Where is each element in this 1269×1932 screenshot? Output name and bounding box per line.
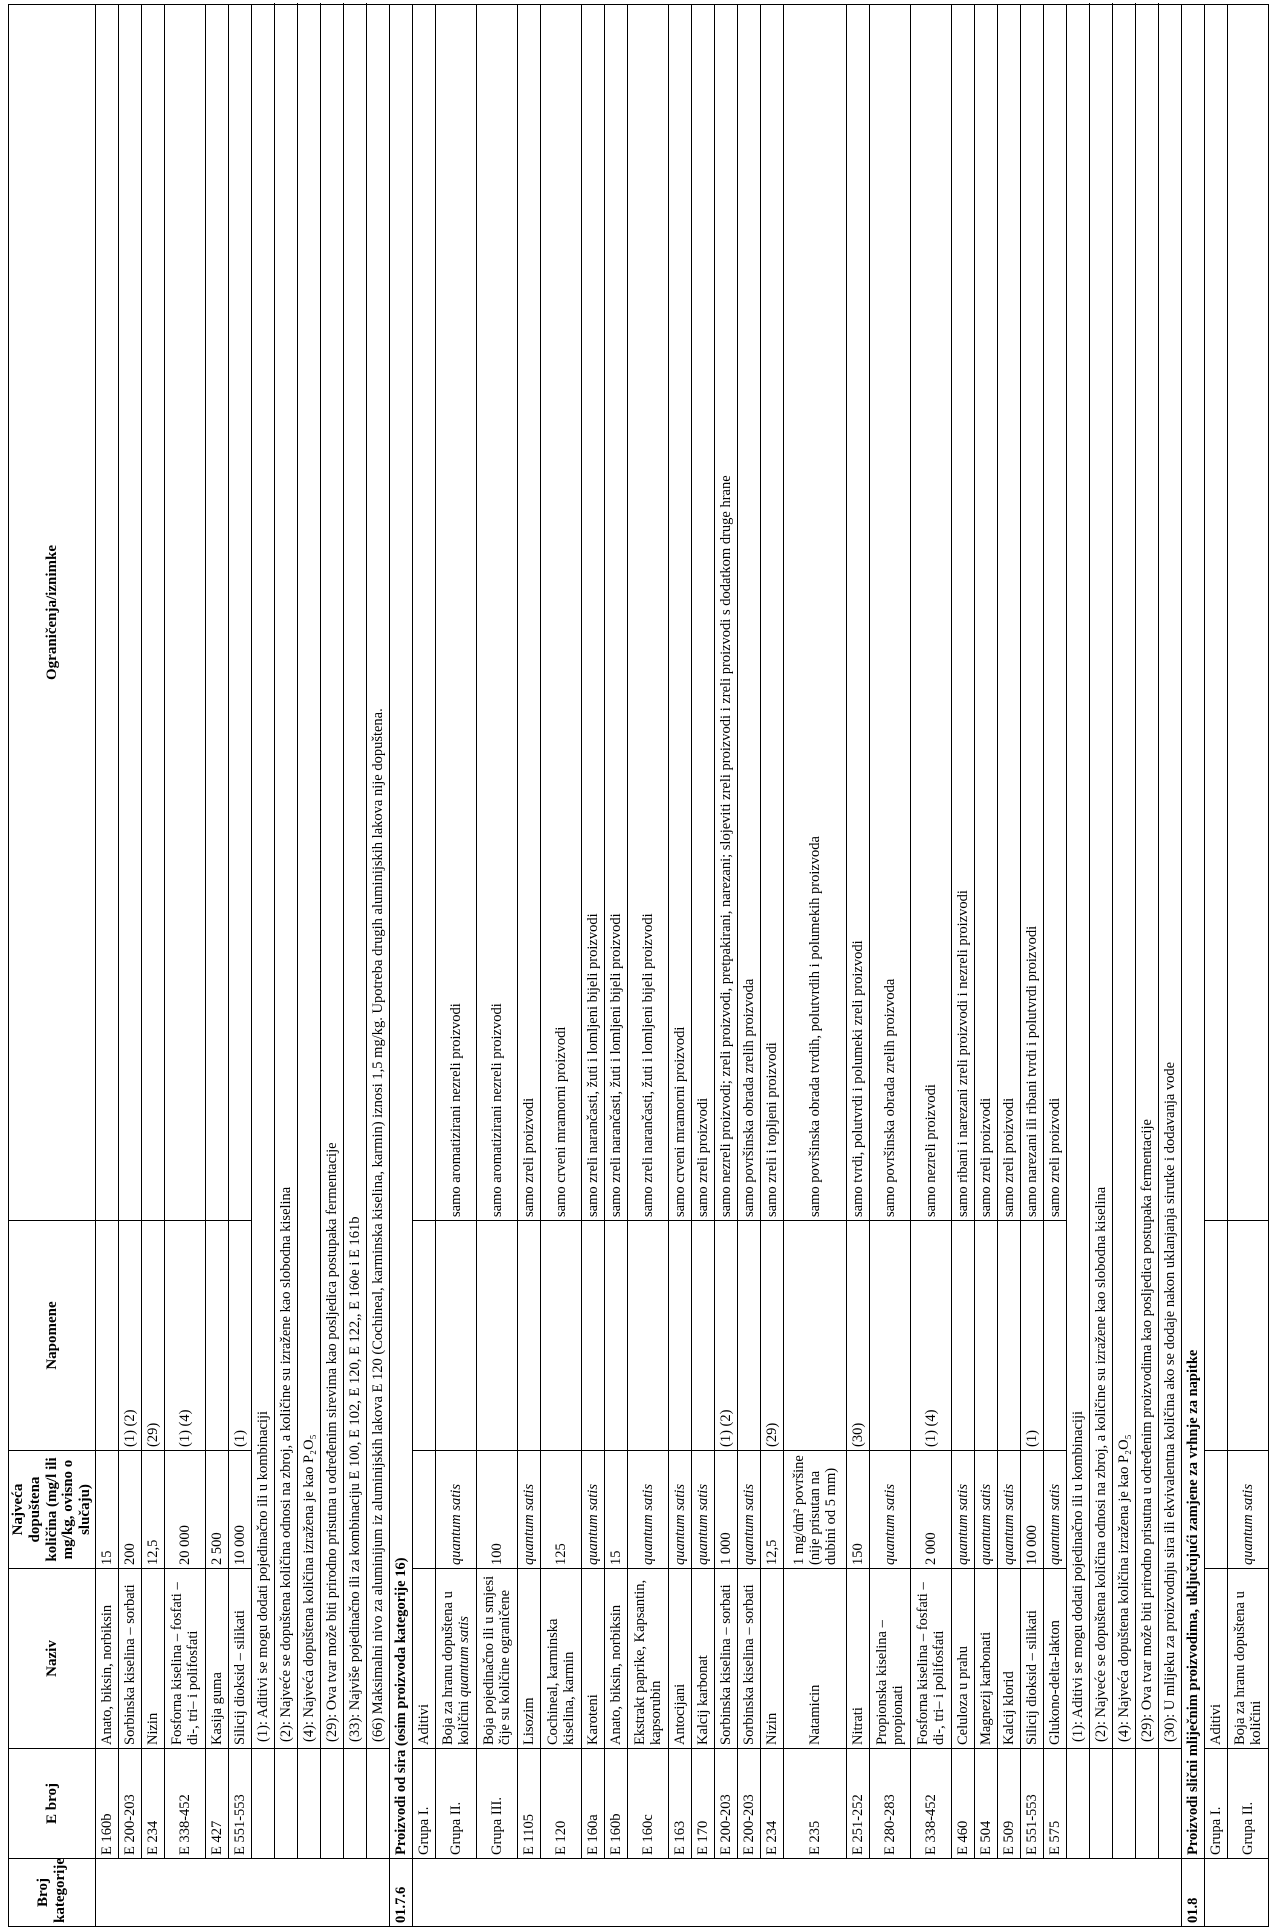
e-number-cell: E 200-203	[118, 1749, 141, 1859]
footnote-text: (1): Aditivi se mogu dodati pojedinačno ili u kombinaciji	[1066, 5, 1089, 1749]
name-cell: Lisozim	[517, 1569, 540, 1749]
name-cell: Cochineal, karminska kiselina, karmin	[540, 1569, 581, 1749]
header-row	[9, 5, 96, 1927]
e-number-cell: E 160b	[604, 1749, 627, 1859]
restrictions-cell: samo zreli proizvodi	[974, 5, 997, 1221]
e-number-cell: E 1105	[517, 1749, 540, 1859]
e-number-cell: E 200-203	[714, 1749, 737, 1859]
max-level-cell: quantum satis	[737, 1451, 760, 1569]
table-row	[737, 5, 760, 1927]
max-level-cell: 100	[476, 1451, 517, 1569]
e-number-cell: E 280-283	[869, 1749, 910, 1859]
notes-cell	[869, 1221, 910, 1451]
notes-cell	[691, 1221, 714, 1451]
name-cell: Silicij dioksid – silikati	[1020, 1569, 1043, 1749]
name-cell: Sorbinska kiselina – sorbati	[714, 1569, 737, 1749]
table-row	[412, 5, 435, 1927]
footnote-spacer	[1066, 1749, 1089, 1859]
name-cell: Natamicin	[783, 1569, 846, 1749]
e-number-cell: Grupa II.	[1227, 1749, 1268, 1859]
table-row	[760, 5, 783, 1927]
table-row	[997, 5, 1020, 1927]
restrictions-cell	[228, 5, 251, 1221]
notes-cell	[737, 1221, 760, 1451]
notes-cell: (1)	[228, 1221, 251, 1451]
name-cell: Fosforna kiselina – fosfati – di-, tri– i polifosfati	[910, 1569, 951, 1749]
max-level-cell: 10 000	[1020, 1451, 1043, 1569]
restrictions-cell	[205, 5, 228, 1221]
footnote-spacer	[343, 1749, 366, 1859]
footnote-row	[1135, 5, 1158, 1927]
footnote-text: (1): Aditivi se mogu dodati pojedinačno ili u kombinaciji	[251, 5, 274, 1749]
notes-cell	[581, 1221, 604, 1451]
footnote-row	[274, 5, 297, 1927]
footnote-spacer	[297, 1749, 320, 1859]
notes-cell: (1) (2)	[118, 1221, 141, 1451]
footnote-row	[366, 5, 389, 1927]
restrictions-cell	[95, 5, 118, 1221]
max-level-cell: quantum satis	[517, 1451, 540, 1569]
table-row	[118, 5, 141, 1927]
footnote-spacer	[1112, 1749, 1135, 1859]
section-title: Proizvodi slični mliječnim proizvodima, uključujući zamjene za vrhnje za napitke	[1181, 5, 1204, 1859]
footnote-text: (29): Ova tvar može biti prirodno prisutna u određenim proizvodima kao posljedica postupaka fermentacije	[1135, 5, 1158, 1749]
notes-cell: (1)	[1020, 1221, 1043, 1451]
name-cell: Nitrati	[846, 1569, 869, 1749]
restrictions-cell: samo zreli narančasti, žuti i lomljeni bijeli proizvodi	[627, 5, 668, 1221]
e-number-cell: E 504	[974, 1749, 997, 1859]
table-row	[581, 5, 604, 1927]
restrictions-cell	[141, 5, 164, 1221]
footnote-text: (30): U mlijeku za proizvodnju sira ili ekvivalentna količina ako se dodaje nakon uklanjanja sirutke i dodavanja vode	[1158, 5, 1181, 1749]
restrictions-cell: samo aromatizirani nezreli proizvodi	[476, 5, 517, 1221]
name-cell: Karoteni	[581, 1569, 604, 1749]
table-row	[1204, 5, 1227, 1927]
restrictions-cell: samo zreli proizvodi	[997, 5, 1020, 1221]
notes-cell	[974, 1221, 997, 1451]
max-level-cell: quantum satis	[691, 1451, 714, 1569]
restrictions-cell: samo crveni mramorni proizvodi	[668, 5, 691, 1221]
footnote-text: (4): Najveća dopuštena količina izražena je kao P₂O₅	[297, 5, 320, 1749]
e-number-cell: E 427	[205, 1749, 228, 1859]
max-level-cell: 10 000	[228, 1451, 251, 1569]
footnote-row	[343, 5, 366, 1927]
restrictions-cell: samo zreli narančasti, žuti i lomljeni bijeli proizvodi	[581, 5, 604, 1221]
name-cell: Ekstrakt paprike, Kapsantin, kapsorubin	[627, 1569, 668, 1749]
footnote-text: (2): Najveće se dopuštena količina odnosi na zbroj, a količine su izražene kao slobodna kiselina	[274, 5, 297, 1749]
restrictions-cell: samo nezreli proizvodi; zreli proizvodi, pretpakirani, narezani; slojeviti zreli proizvodi i zreli proizvodi s dodatkom druge hrane	[714, 5, 737, 1221]
restrictions-cell: samo tvrdi, polutvrdi i polumeki zreli proizvodi	[846, 5, 869, 1221]
restrictions-cell: samo zreli proizvodi	[691, 5, 714, 1221]
max-level-cell: quantum satis	[581, 1451, 604, 1569]
table-row	[951, 5, 974, 1927]
footnote-spacer	[251, 1749, 274, 1859]
notes-cell: (1) (2)	[714, 1221, 737, 1451]
table-row	[95, 5, 118, 1927]
restrictions-cell	[118, 5, 141, 1221]
footnote-text: (33): Najviše pojedinačno ili za kombinaciju E 100, E 102, E 120, E 122,, E 160e i E 161b	[343, 5, 366, 1749]
notes-cell	[435, 1221, 476, 1451]
footnote-spacer	[1135, 1749, 1158, 1859]
e-number-cell: E 160a	[581, 1749, 604, 1859]
name-cell: Sorbinska kiselina – sorbati	[118, 1569, 141, 1749]
table-row	[228, 5, 251, 1927]
max-level-cell: 12,5	[141, 1451, 164, 1569]
header-max-level: Najveća dopuštena količina (mg/l ili mg/kg, ovisno o slučaju)	[9, 1451, 96, 1569]
section-title: Proizvodi od sira (osim proizvoda kategorije 16)	[389, 5, 412, 1859]
restrictions-cell	[164, 5, 205, 1221]
e-number-cell: E 234	[141, 1749, 164, 1859]
name-cell: Sorbinska kiselina – sorbati	[737, 1569, 760, 1749]
section-category: 01.8	[1181, 1859, 1204, 1927]
restrictions-cell: samo zreli i topljeni proizvodi	[760, 5, 783, 1221]
table-row	[1020, 5, 1043, 1927]
notes-cell	[412, 1221, 435, 1451]
notes-cell	[1043, 1221, 1066, 1451]
e-number-cell: E 575	[1043, 1749, 1066, 1859]
e-number-cell: Grupa I.	[1204, 1749, 1227, 1859]
e-number-cell: E 338-452	[164, 1749, 205, 1859]
notes-cell: (1) (4)	[164, 1221, 205, 1451]
max-level-cell: 12,5	[760, 1451, 783, 1569]
name-cell: Aditivi	[412, 1569, 435, 1749]
table-row	[910, 5, 951, 1927]
e-number-cell: E 338-452	[910, 1749, 951, 1859]
section-category: 01.7.6	[389, 1859, 412, 1927]
additives-table	[8, 4, 1269, 1927]
e-number-cell: E 460	[951, 1749, 974, 1859]
max-level-cell: 125	[540, 1451, 581, 1569]
e-number-cell: E 163	[668, 1749, 691, 1859]
header-name: Naziv	[9, 1569, 96, 1749]
max-level-cell: 20 000	[164, 1451, 205, 1569]
notes-cell	[476, 1221, 517, 1451]
notes-cell	[517, 1221, 540, 1451]
name-cell: Aditivi	[1204, 1569, 1227, 1749]
notes-cell	[997, 1221, 1020, 1451]
section-row	[389, 5, 412, 1927]
e-number-cell: Grupa II.	[435, 1749, 476, 1859]
e-number-cell: Grupa I.	[412, 1749, 435, 1859]
notes-cell	[95, 1221, 118, 1451]
e-number-cell: E 251-252	[846, 1749, 869, 1859]
notes-cell	[1204, 1221, 1227, 1451]
restrictions-cell: samo nezreli proizvodi	[910, 5, 951, 1221]
e-number-cell: E 160b	[95, 1749, 118, 1859]
name-cell: Anato, biksin, norbiksin	[604, 1569, 627, 1749]
header-e-number: E broj	[9, 1749, 96, 1859]
name-cell: Antocijani	[668, 1569, 691, 1749]
max-level-cell: 15	[604, 1451, 627, 1569]
max-level-cell: quantum satis	[997, 1451, 1020, 1569]
table-row	[164, 5, 205, 1927]
max-level-cell: quantum satis	[435, 1451, 476, 1569]
notes-cell	[205, 1221, 228, 1451]
max-level-cell: 2 500	[205, 1451, 228, 1569]
max-level-cell: quantum satis	[668, 1451, 691, 1569]
restrictions-cell	[1227, 5, 1268, 1221]
restrictions-cell: samo zreli proizvodi	[517, 5, 540, 1221]
footnote-row	[1066, 5, 1089, 1927]
restrictions-cell	[1204, 5, 1227, 1221]
footnote-spacer	[366, 1749, 389, 1859]
table-row	[691, 5, 714, 1927]
max-level-cell: quantum satis	[974, 1451, 997, 1569]
name-cell: Glukono-delta-lakton	[1043, 1569, 1066, 1749]
category-continued	[95, 1859, 389, 1927]
table-row	[141, 5, 164, 1927]
max-level-cell: 15	[95, 1451, 118, 1569]
max-level-cell	[412, 1451, 435, 1569]
restrictions-cell	[412, 5, 435, 1221]
footnote-row	[1089, 5, 1112, 1927]
max-level-cell	[1204, 1451, 1227, 1569]
table-row	[714, 5, 737, 1927]
restrictions-cell: samo zreli proizvodi	[1043, 5, 1066, 1221]
max-level-cell: quantum satis	[627, 1451, 668, 1569]
footnote-text: (29): Ova tvar može biti prirodno prisutna u određenim sirevima kao posljedica postupaka fermentacije	[320, 5, 343, 1749]
e-number-cell: E 551-553	[228, 1749, 251, 1859]
category-spacer	[412, 1859, 1181, 1927]
restrictions-cell: samo ribani i narezani zreli proizvodi i nezreli proizvodi	[951, 5, 974, 1221]
restrictions-cell: samo aromatizirani nezreli proizvodi	[435, 5, 476, 1221]
footnote-row	[251, 5, 274, 1927]
table-row	[846, 5, 869, 1927]
category-spacer	[1204, 1859, 1268, 1927]
table-row	[435, 5, 476, 1927]
header-category: Broj kategorije	[9, 1859, 96, 1927]
restrictions-cell: samo površinska obrada zrelih proizvoda	[737, 5, 760, 1221]
max-level-cell: quantum satis	[869, 1451, 910, 1569]
table-row	[783, 5, 846, 1927]
name-cell: Anato, biksin, norbiksin	[95, 1569, 118, 1749]
name-cell: Boja za hranu dopuštena u količini quantum satis	[435, 1569, 476, 1749]
notes-cell	[1227, 1221, 1268, 1451]
notes-cell	[668, 1221, 691, 1451]
name-cell: Silicij dioksid – silikati	[228, 1569, 251, 1749]
name-cell: Kalcij klorid	[997, 1569, 1020, 1749]
footnote-spacer	[320, 1749, 343, 1859]
name-cell: Fosforna kiselina – fosfati – di-, tri– i polifosfati	[164, 1569, 205, 1749]
name-cell: Boja za hranu dopuštena u količini	[1227, 1569, 1268, 1749]
footnote-text: (4): Najveća dopuštena količina izražena je kao P₂O₅	[1112, 5, 1135, 1749]
restrictions-cell: samo površinska obrada zrelih proizvoda	[869, 5, 910, 1221]
notes-cell: (30)	[846, 1221, 869, 1451]
restrictions-cell: samo zreli narančasti, žuti i lomljeni bijeli proizvodi	[604, 5, 627, 1221]
header-notes: Napomene	[9, 1221, 96, 1451]
notes-cell	[627, 1221, 668, 1451]
name-cell: Celuloza u prahu	[951, 1569, 974, 1749]
max-level-cell: 1 000	[714, 1451, 737, 1569]
name-cell: Nizin	[760, 1569, 783, 1749]
footnote-row	[1158, 5, 1181, 1927]
e-number-cell: E 235	[783, 1749, 846, 1859]
restrictions-cell: samo površinska obrada tvrdih, polutvrdih i polumekih proizvoda	[783, 5, 846, 1221]
e-number-cell: E 120	[540, 1749, 581, 1859]
table-row	[540, 5, 581, 1927]
max-level-cell: 200	[118, 1451, 141, 1569]
table-row	[1043, 5, 1066, 1927]
header-restrictions: Ograničenja/iznimke	[9, 5, 96, 1221]
notes-cell: (1) (4)	[910, 1221, 951, 1451]
max-level-cell: quantum satis	[1043, 1451, 1066, 1569]
table-row	[517, 5, 540, 1927]
max-level-cell: 1 mg/dm² površine (nije prisutan na dubini od 5 mm)	[783, 1451, 846, 1569]
table-row	[668, 5, 691, 1927]
footnote-spacer	[1089, 1749, 1112, 1859]
notes-cell: (29)	[760, 1221, 783, 1451]
e-number-cell: E 160c	[627, 1749, 668, 1859]
table-row	[869, 5, 910, 1927]
name-cell: Nizin	[141, 1569, 164, 1749]
e-number-cell: E 509	[997, 1749, 1020, 1859]
max-level-cell: 150	[846, 1451, 869, 1569]
footnote-spacer	[1158, 1749, 1181, 1859]
section-row	[1181, 5, 1204, 1927]
e-number-cell: E 200-203	[737, 1749, 760, 1859]
table-row	[627, 5, 668, 1927]
restrictions-cell: samo narezani ili ribani tvrdi i polutvrdi proizvodi	[1020, 5, 1043, 1221]
restrictions-cell: samo crveni mramorni proizvodi	[540, 5, 581, 1221]
table-row	[205, 5, 228, 1927]
name-cell: Kalcij karbonat	[691, 1569, 714, 1749]
notes-cell	[604, 1221, 627, 1451]
name-cell: Boja pojedinačno ili u smjesi čije su količine ograničene	[476, 1569, 517, 1749]
notes-cell: (29)	[141, 1221, 164, 1451]
footnote-text: (66) Maksimalni nivo za aluminijum iz aluminijskih lakova E 120 (Cochineal, karminska kiselina, karmin) iznosi 1,5 mg/kg. Upotreba drugih aluminijskih lakova nije dopuštena.	[366, 5, 389, 1749]
e-number-cell: E 170	[691, 1749, 714, 1859]
footnote-row	[1112, 5, 1135, 1927]
max-level-cell: quantum satis	[951, 1451, 974, 1569]
table-row	[1227, 5, 1268, 1927]
footnote-spacer	[274, 1749, 297, 1859]
table-row	[604, 5, 627, 1927]
notes-cell	[951, 1221, 974, 1451]
notes-cell	[783, 1221, 846, 1451]
name-cell: Magnezij karbonati	[974, 1569, 997, 1749]
e-number-cell: Grupa III.	[476, 1749, 517, 1859]
max-level-cell: 2 000	[910, 1451, 951, 1569]
e-number-cell: E 551-553	[1020, 1749, 1043, 1859]
footnote-text: (2): Najveće se dopuštena količina odnosi na zbroj, a količine su izražene kao slobodna kiselina	[1089, 5, 1112, 1749]
footnote-row	[297, 5, 320, 1927]
e-number-cell: E 234	[760, 1749, 783, 1859]
table-row	[476, 5, 517, 1927]
notes-cell	[540, 1221, 581, 1451]
footnote-row	[320, 5, 343, 1927]
max-level-cell: quantum satis	[1227, 1451, 1268, 1569]
table-row	[974, 5, 997, 1927]
name-cell: Kasija guma	[205, 1569, 228, 1749]
name-cell: Propionska kiselina – propionati	[869, 1569, 910, 1749]
